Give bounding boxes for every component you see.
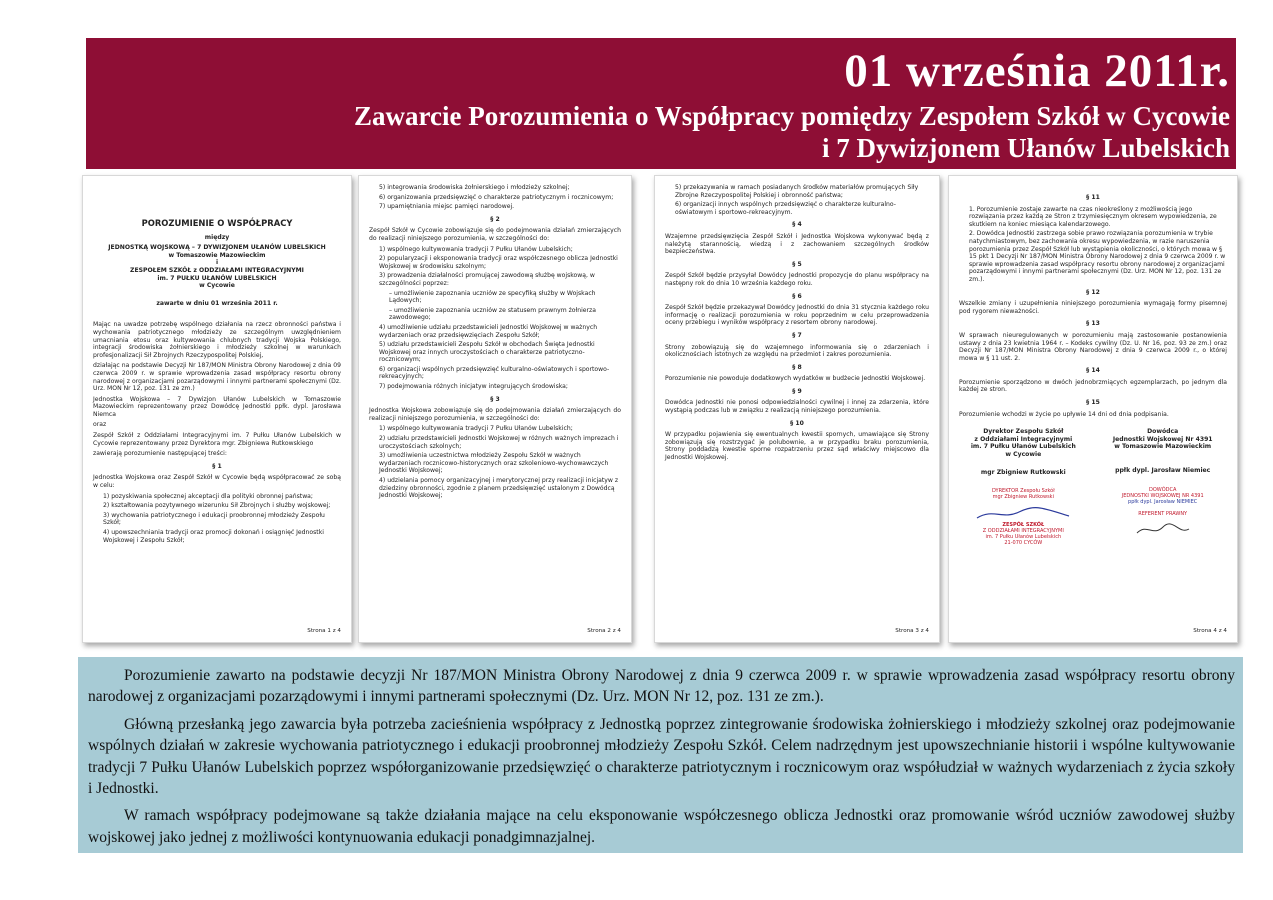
school-stamp: [959, 488, 1088, 546]
event-date: 01 września 2011r.: [844, 45, 1230, 97]
page-number: Strona 2 z 4: [587, 628, 621, 635]
sig-name: ppłk dypl. Jarosław Niemiec: [1115, 467, 1211, 475]
page-number: Strona 1 z 4: [307, 628, 341, 635]
section-7-text: Strony zobowiązują się do wzajemnego informowania się o zdarzeniach i okolicznościach istotnych ze względu na przedmiot i zakres porozumienia.: [665, 343, 929, 359]
unit-representative: Jednostka Wojskowa – 7 Dywizjon Ułanów Lubelskich w Tomaszowie Mazowieckim reprezentowany przez Dowódcę Jednostki ppłk. dypl. Jarosława Niemca: [93, 395, 341, 418]
stamp-line: JEDNOSTKI WOJSKOWEJ NR 4391: [1121, 492, 1204, 499]
sig-org: w Cycowie: [1005, 451, 1042, 459]
between-text: między: [204, 233, 230, 241]
section-9-text: Dowódca Jednostki nie ponosi odpowiedzialności cywilnej i innej za zdarzenia, które wystąpią podczas lub w związku z realizacją niniejszego porozumienia.: [665, 399, 929, 415]
section-13-heading: § 13: [1086, 320, 1100, 328]
party-2: ZESPOŁEM SZKÓŁ z ODDZIAŁAMI INTEGRACYJNYMI: [130, 266, 304, 274]
oraz-text: oraz: [93, 421, 107, 429]
sig-name: mgr Zbigniew Rutkowski: [980, 468, 1066, 476]
list-item: 7) podejmowania różnych inicjatyw integrujących środowiska;: [379, 383, 568, 391]
signature-scribble: [973, 506, 1073, 522]
unit-stamp: [1098, 487, 1227, 537]
section-3-heading: § 3: [490, 395, 500, 403]
section-7-heading: § 7: [792, 331, 802, 339]
page-number: Strona 3 z 4: [895, 628, 929, 635]
section-6-text: Zespół Szkół będzie przekazywał Dowódcy Jednostki do dnia 31 stycznia każdego roku informację o realizacji porozumienia w roku poprzednim w celu przeprowadzenia oceny przebiegu i wyników współpracy z resortem obrony narodowej.: [665, 304, 929, 327]
description-paragraph-2: Główną przesłanką jego zawarcia była potrzeba zacieśnienia współpracy z Jednostką poprzez zintegrowanie środowiska żołnierskiego i młodzieży szkolnej oraz podejmowanie wspólnych działań w zakresie wychowania patriotycznego i edukacji proobronnej młodzieży Zespołu Szkół. Celem nadrzędnym jest upowszechnianie historii i wspólne kultywowanie tradycji 7 Pułku Ułanów Lubelskich poprzez współorganizowanie przedsięwzięć o charakterze patriotycznym i rocznicowym oraz współudział w ważnych wydarzeniach z życia szkoły i Jednostki.: [88, 715, 1235, 798]
section-12-text: Wszelkie zmiany i uzupełnienia niniejszego porozumienia wymagają formy pisemnej pod rygorem nieważności.: [959, 300, 1227, 315]
list-item: 6) organizowania przedsięwzięć o charakterze patriotycznym i rocznicowym;: [379, 193, 614, 201]
list-item: 4) udzielania pomocy organizacyjnej i merytorycznej przy realizacji inicjatyw z dziedziny obronności, zgodnie z planem przedsięwzięć ustalonym z Dowódcą Jednostki Wojskowej;: [379, 477, 619, 500]
section-14-heading: § 14: [1086, 367, 1100, 375]
list-item: – umożliwienie zapoznania uczniów ze statusem prawnym żołnierza zawodowego;: [389, 306, 596, 322]
section-15-text: Porozumienie wchodzi w życie po upływie 14 dni od dnia podpisania.: [959, 410, 1169, 418]
section-3-list: [379, 425, 621, 499]
section-4-text: Wzajemne przedsięwzięcia Zespół Szkół i Jednostka Wojskowa wykonywać będą z należytą starannością, wiedzą i z zachowaniem szczególnych środków bezpieczeństwa.: [665, 232, 929, 256]
signature-school: [959, 428, 1088, 546]
list-item: 2) kształtowania pozytywnego wizerunku Sił Zbrojnych i służby wojskowej;: [103, 502, 331, 510]
stamp-line: DOWÓDCA: [1148, 486, 1177, 493]
document-pages: [82, 175, 1242, 645]
signatures: [959, 428, 1227, 546]
document-page-2: [358, 175, 632, 643]
list-item: 2) udziału przedstawicieli Jednostki Wojskowej w różnych ważnych imprezach i uroczystościach szkolnych;: [379, 435, 619, 450]
list-item: 1. Porozumienie zostaje zawarte na czas nieokreślony z możliwością jego rozwiązania przez każdą ze Stron z trzymiesięcznym okresem wypowiedzenia, ze skutkiem na koniec miesiąca kalendarzowego.: [969, 205, 1217, 228]
list-item: 1) pozyskiwania społecznej akceptacji dla polityki obronnej państwa;: [103, 492, 313, 500]
list-item: 1) wspólnego kultywowania tradycji 7 Pułku Ułanów Lubelskich;: [379, 245, 573, 253]
section-2-text: Zespół Szkół w Cycowie zobowiązuje się do podejmowania działań zmierzających do realizacji niniejszego porozumienia, w szczególności do:: [369, 227, 621, 242]
section-11-heading: § 11: [1086, 194, 1100, 201]
document-page-3: [654, 175, 940, 643]
sig-org: z Oddziałami Integracyjnymi: [974, 435, 1073, 443]
list-item: – umożliwienie zapoznania uczniów ze specyfiką służby w Wojskach Lądowych;: [389, 289, 596, 305]
section-8-text: Porozumienie nie powoduje dodatkowych wydatków w budżecie Jednostki Wojskowej.: [665, 375, 926, 383]
header-banner: [86, 38, 1236, 169]
page-number: Strona 4 z 4: [1193, 628, 1227, 635]
stamp-line: ZESPÓŁ SZKÓŁ: [1002, 522, 1045, 529]
list-item: 3) umożliwienia uczestnictwa młodzieży Zespołu Szkół w ważnych wydarzeniach rocznicowo-historycznych oraz szkoleniowo-wychowawczych Jednostki Wojskowej;: [379, 452, 609, 475]
party-1-city: w Tomaszowie Mazowieckim: [168, 251, 266, 259]
description-box: [78, 657, 1243, 853]
signature-unit: [1098, 428, 1227, 546]
legal-basis: działając na podstawie Decyzji Nr 187/MON Ministra Obrony Narodowej z dnia 09 czerwca 2009 r. w sprawie wprowadzenia zasad współpracy resortu obrony narodowej z organizacjami pozarządowymi i innymi partnerami społecznymi (Dz. Urz. MON Nr 12, poz. 131 ze zm.): [93, 362, 341, 393]
sig-org: im. 7 Pułku Ułanów Lubelskich: [970, 443, 1076, 451]
event-title-line-1: Zawarcie Porozumienia o Współpracy pomiędzy Zespołem Szkół w Cycowie: [354, 101, 1230, 131]
stamp-line: ppłk dypl. Jarosław NIEMIEC: [1128, 498, 1198, 505]
list-item: 5) przekazywania w ramach posiadanych środków materiałów promujących Siły Zbrojne Rzeczypospolitej Polskiej i obronność państwa;: [675, 184, 919, 199]
section-9-heading: § 9: [792, 387, 802, 395]
sig-org: Jednostki Wojskowej Nr 4391: [1112, 435, 1213, 443]
agree-text: zawierają porozumienie następującej treści:: [93, 450, 227, 458]
party-1: JEDNOSTKĄ WOJSKOWĄ – 7 DYWIZJONEM UŁANÓW LUBELSKICH: [108, 244, 326, 252]
section-1-list-cont: [379, 184, 621, 211]
description-paragraph-1: Porozumienie zawarto na podstawie decyzji Nr 187/MON Ministra Obrony Narodowej z dnia 9 czerwca 2009 r. w sprawie wprowadzenia zasad współpracy resortu obrony narodowej z organizacjami pozarządowymi i innymi partnerami społecznymi (Dz. Urz. MON Nr 12, poz. 131 ze zm.).: [88, 667, 1235, 706]
section-10-text: W przypadku pojawienia się ewentualnych kwestii spornych, umawiające się Strony zobowiązują się rozstrzygać je polubownie, a w przypadku braku porozumienia, Strony poddadzą kwestie sporne rozpatrzeniu przez sąd właściwy miejscowo dla Jednostki Wojskowej.: [665, 431, 929, 462]
section-13-text: W sprawach nieuregulowanych w porozumieniu mają zastosowanie postanowienia ustawy z dnia 23 kwietnia 1964 r. – Kodeks cywilny (Dz. U. Nr 16, poz. 93 ze zm.) oraz Decyzji Nr 187/MON Ministra Obrony Narodowej z dnia 9 czerwca 2009 r., o której mowa w § 11 ust. 2.: [959, 331, 1227, 362]
section-2-heading: § 2: [490, 215, 500, 223]
list-item: 4) umożliwienie udziału przedstawicieli Jednostki Wojskowej w ważnych wydarzeniach oraz przedsięwzięciach Zespołu Szkół;: [379, 323, 598, 339]
stamp-line: im. 7 Pułku Ułanów Lubelskich: [985, 534, 1062, 541]
section-15-heading: § 15: [1086, 399, 1100, 407]
section-11-list: [969, 206, 1227, 284]
list-item: 3) prowadzenia działalności promującej zawodową służbę wojskową, w szczególności poprzez:: [379, 272, 595, 287]
list-item: 2. Dowódca Jednostki zastrzega sobie prawo rozwiązania porozumienia w trybie natychmiastowym, bez zachowania okresu wypowiedzenia, w razie naruszenia porozumienia przez Zespół Szkół lub wystąpienia okoliczności, o których mowa w § 15 pkt 1 Decyzji Nr 187/MON Ministra Obrony Narodowej z dnia 9 czerwca 2009 r. w sprawie wprowadzenia zasad współpracy resortu obrony narodowej z organizacjami pozarządowymi i innymi partnerami społecznymi (Dz. Urz. MON Nr 12, poz. 131 ze zm.).: [969, 230, 1226, 283]
section-5-heading: § 5: [792, 260, 802, 268]
sig-org: w Tomaszowie Mazowieckim: [1114, 443, 1212, 451]
list-item: 5) udziału przedstawicieli Zespołu Szkół w obchodach Święta Jednostki Wojskowej oraz innych uroczystościach o charakterze patriotyczno-rocznicowym;: [379, 341, 595, 364]
section-2-list: [379, 246, 621, 391]
section-3-list-cont: [675, 184, 929, 216]
stamp-line: REFERENT PRAWNY: [1138, 510, 1188, 517]
list-item: 2) popularyzacji i eksponowania tradycji oraz współczesnego oblicza Jednostki Wojskowej w środowisku szkolnym;: [379, 255, 618, 270]
list-item: 3) wychowania patriotycznego i edukacji proobronnej młodzieży Zespołu Szkół;: [103, 511, 325, 527]
stamp-line: DYREKTOR Zespołu Szkół: [991, 488, 1055, 495]
description-paragraph-3: W ramach współpracy podejmowane są także działania mające na celu eksponowanie współczesnego oblicza Jednostki oraz promowanie wśród uczniów zawodowej służby wojskowej jako jednej z możliwości kontynuowania edukacji ponadgimnazjalnej.: [88, 807, 1235, 846]
agreement-title: POROZUMIENIE O WSPÓŁPRACY: [141, 218, 293, 228]
section-3-text: Jednostka Wojskowa zobowiązuje się do podejmowania działań zmierzających do realizacji niniejszego porozumienia, w szczególności do:: [369, 407, 621, 422]
document-page-4: [948, 175, 1238, 643]
section-1-heading: § 1: [212, 462, 222, 470]
stamp-line: Z ODDZIAŁAMI INTEGRACYJNYMI: [982, 528, 1064, 535]
section-4-heading: § 4: [792, 221, 802, 229]
party-2-patron: im. 7 PUŁKU UŁANÓW LUBELSKICH: [157, 274, 277, 282]
section-14-text: Porozumienie sporządzono w dwóch jednobrzmiących egzemplarzach, po jednym dla każdej ze stron.: [959, 378, 1227, 394]
signature-scribble: [1133, 523, 1193, 537]
list-item: 4) upowszechniania tradycji oraz promocji dokonań i osiągnięć Jednostki Wojskowej i Zespołu Szkół;: [103, 529, 324, 544]
section-10-heading: § 10: [790, 419, 804, 427]
school-representative: Zespół Szkół z Oddziałami Integracyjnymi im. 7 Pułku Ułanów Lubelskich w Cycowie reprezentowany przez Dyrektora mgr. Zbigniewa Rutkowskiego: [93, 432, 341, 447]
and-text: i: [215, 259, 219, 267]
sig-title: Dowódca: [1147, 428, 1179, 436]
section-6-heading: § 6: [792, 292, 802, 300]
list-item: 5) integrowania środowiska żołnierskiego i młodzieży szkolnej;: [379, 184, 570, 191]
party-2-city: w Cycowie: [199, 282, 235, 290]
stamp-line: mgr Zbigniew Rutkowski: [992, 494, 1054, 501]
section-1-list: [103, 493, 341, 545]
document-page-1: [82, 175, 352, 643]
section-1-text: Jednostka Wojskowa oraz Zespół Szkół w Cycowie będą współpracować ze sobą w celu:: [93, 474, 341, 490]
list-item: 1) wspólnego kultywowania tradycji 7 Pułku Ułanów Lubelskich;: [379, 425, 573, 433]
stamp-line: 21-070 CYCÓW: [1004, 540, 1043, 547]
list-item: 6) organizacji innych wspólnych przedsięwzięć o charakterze kulturalno-oświatowym i sportowo-rekreacyjnym.: [675, 201, 896, 216]
section-8-heading: § 8: [792, 363, 802, 371]
concluded-date: zawarte w dniu 01 września 2011 r.: [156, 299, 278, 307]
list-item: 6) organizacji wspólnych przedsięwzięć kulturalno-oświatowych i sportowo-rekreacyjnych;: [379, 365, 610, 381]
sig-title: Dyrektor Zespołu Szkół: [983, 428, 1064, 436]
section-12-heading: § 12: [1086, 288, 1100, 296]
intro-paragraph: Mając na uwadze potrzebę wspólnego działania na rzecz obronności państwa i wychowania patriotycznego młodzieży ze szczególnym uwzględnieniem umacniania etosu oraz kultywowania chlubnych tradycji Wojska Polskiego, integracji środowiska żołnierskiego i młodzieży szkolnej w warunkach profesjonalizacji Sił Zbrojnych Rzeczypospolitej Polskiej,: [93, 321, 341, 359]
event-title-line-2: i 7 Dywizjonem Ułanów Lubelskich: [821, 133, 1230, 163]
section-5-text: Zespół Szkół będzie przysyłał Dowódcy Jednostki propozycje do planu współpracy na następny rok do dnia 10 września każdego roku.: [665, 272, 929, 287]
list-item: 7) upamiętniania miejsc pamięci narodowej.: [379, 203, 515, 211]
